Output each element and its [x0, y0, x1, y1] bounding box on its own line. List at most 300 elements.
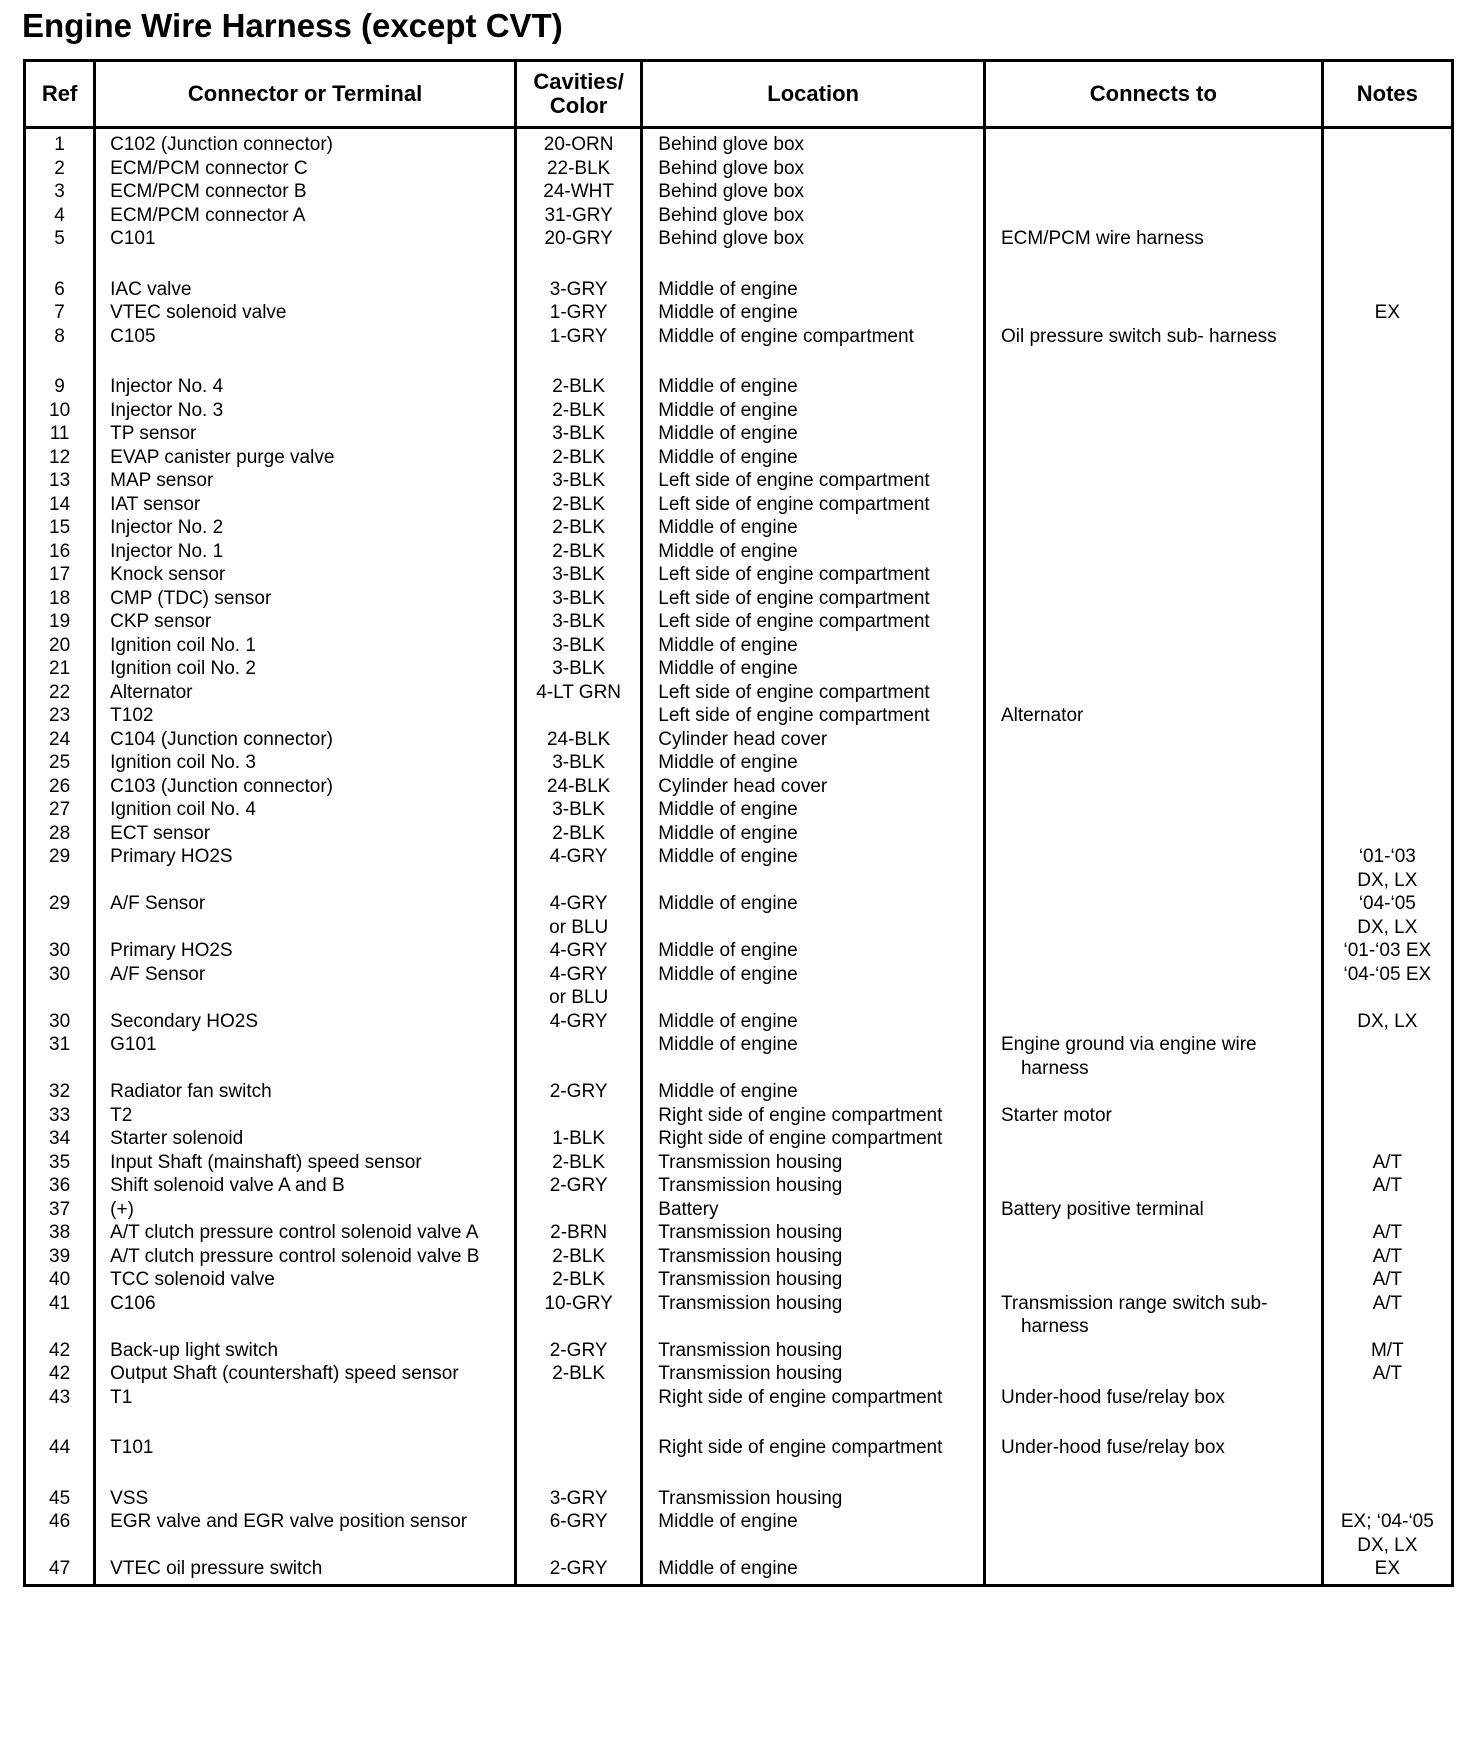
- cavities-cell: [516, 1292, 642, 1339]
- notes-cell: [1322, 1151, 1452, 1175]
- ref-cell: 40: [25, 1268, 95, 1292]
- notes-cell: [1322, 1460, 1452, 1511]
- cavities-line: 24-BLK: [546, 728, 611, 750]
- table-row: [25, 728, 1453, 752]
- location-cell: Middle of engine compartment: [642, 325, 985, 349]
- connects-to-cell: [984, 1409, 1322, 1460]
- notes-cell: [1322, 751, 1452, 775]
- cavities-line: 2-BLK: [552, 493, 606, 515]
- notes-line: A/T: [1372, 1175, 1403, 1196]
- location-cell: Middle of engine: [642, 1033, 985, 1080]
- location-cell: Middle of engine: [642, 1510, 985, 1557]
- cavities-cell: [516, 634, 642, 658]
- connects-to-cell: [984, 348, 1322, 399]
- cavities-cell: [516, 1510, 642, 1557]
- location-cell: Left side of engine compartment: [642, 493, 985, 517]
- table-row: [25, 204, 1453, 228]
- cavities-line: 2-GRY: [549, 1558, 608, 1579]
- cavities-line: 2-BLK: [552, 1245, 606, 1267]
- ref-cell: 45: [25, 1460, 95, 1511]
- table-row: [25, 1198, 1453, 1222]
- cavities-cell: [516, 1033, 642, 1080]
- location-cell: Transmission housing: [642, 1339, 985, 1363]
- connector-cell: Injector No. 2: [95, 516, 516, 540]
- notes-line: ‘04-‘05: [1358, 893, 1416, 914]
- table-row: [25, 1510, 1453, 1557]
- table-row: [25, 540, 1453, 564]
- table-row: [25, 681, 1453, 705]
- ref-cell: 4: [25, 204, 95, 228]
- cavities-cell: [516, 751, 642, 775]
- connector-cell: Input Shaft (mainshaft) speed sensor: [95, 1151, 516, 1175]
- location-cell: Middle of engine: [642, 422, 985, 446]
- cavities-line: 3-BLK: [552, 658, 606, 679]
- table-row: [25, 822, 1453, 846]
- connects-to-cell: [984, 157, 1322, 181]
- cavities-line: 24-BLK: [546, 775, 611, 797]
- ref-cell: 41: [25, 1292, 95, 1339]
- ref-cell: 20: [25, 634, 95, 658]
- connector-cell: C102 (Junction connector): [95, 128, 516, 157]
- connector-cell: Secondary HO2S: [95, 1010, 516, 1034]
- location-cell: Transmission housing: [642, 1362, 985, 1386]
- cavities-line: 3-GRY: [549, 1487, 608, 1509]
- location-cell: Cylinder head cover: [642, 728, 985, 752]
- connects-to-cell: [984, 1339, 1322, 1363]
- table-row: [25, 1268, 1453, 1292]
- table-row: [25, 1127, 1453, 1151]
- connects-to-cell: [984, 845, 1322, 892]
- engine-wire-harness-table: [23, 59, 1454, 1587]
- notes-cell: [1322, 1104, 1452, 1128]
- notes-cell: [1322, 1409, 1452, 1460]
- cavities-line: 2-BLK: [552, 540, 606, 562]
- cavities-cell: [516, 1221, 642, 1245]
- notes-cell: [1322, 516, 1452, 540]
- ref-cell: 35: [25, 1151, 95, 1175]
- notes-cell: [1322, 563, 1452, 587]
- notes-cell: [1322, 446, 1452, 470]
- ref-cell: 15: [25, 516, 95, 540]
- connector-cell: (+): [95, 1198, 516, 1222]
- cavities-cell: [516, 1127, 642, 1151]
- cavities-cell: [516, 493, 642, 517]
- header-connects-to: Connects to: [984, 61, 1322, 128]
- table-row: [25, 399, 1453, 423]
- connects-to-line: Oil pressure switch sub- harness: [1000, 325, 1277, 347]
- connector-cell: Primary HO2S: [95, 939, 516, 963]
- table-row: [25, 348, 1453, 399]
- notes-cell: [1322, 822, 1452, 846]
- location-cell: Middle of engine: [642, 963, 985, 1010]
- location-cell: Middle of engine: [642, 540, 985, 564]
- table-row: [25, 657, 1453, 681]
- connects-to-cell: [984, 325, 1322, 349]
- cavities-line: 2-BLK: [552, 1363, 606, 1384]
- notes-cell: [1322, 469, 1452, 493]
- cavities-cell: [516, 446, 642, 470]
- location-cell: Left side of engine compartment: [642, 704, 985, 728]
- cavities-cell: [516, 963, 642, 1010]
- cavities-line: 2-BLK: [552, 399, 606, 421]
- location-cell: Middle of engine: [642, 939, 985, 963]
- connects-to-cell: [984, 1033, 1322, 1080]
- header-cavities: [516, 61, 642, 128]
- table-row: [25, 1245, 1453, 1269]
- cavities-line: 4-GRY: [549, 1010, 608, 1032]
- connector-cell: Starter solenoid: [95, 1127, 516, 1151]
- connector-cell: CKP sensor: [95, 610, 516, 634]
- cavities-cell: [516, 1268, 642, 1292]
- connector-cell: ECM/PCM connector A: [95, 204, 516, 228]
- cavities-cell: [516, 892, 642, 939]
- cavities-cell: [516, 822, 642, 846]
- notes-line: A/T: [1372, 1363, 1403, 1384]
- table-row: [25, 704, 1453, 728]
- connects-to-line: Under-hood fuse/relay box: [1000, 1386, 1225, 1408]
- cavities-cell: [516, 1245, 642, 1269]
- cavities-cell: [516, 348, 642, 399]
- connects-to-cell: [984, 587, 1322, 611]
- ref-cell: 27: [25, 798, 95, 822]
- cavities-cell: [516, 1104, 642, 1128]
- connector-cell: A/T clutch pressure control solenoid valve A: [95, 1221, 516, 1245]
- notes-line: A/T: [1372, 1151, 1403, 1173]
- connects-to-cell: [984, 1151, 1322, 1175]
- table-row: [25, 587, 1453, 611]
- cavities-line: 2-BLK: [552, 822, 606, 844]
- ref-cell: 8: [25, 325, 95, 349]
- connects-to-cell: [984, 1245, 1322, 1269]
- cavities-line: 4-GRY: [549, 893, 608, 914]
- table-row: [25, 1010, 1453, 1034]
- ref-cell: 16: [25, 540, 95, 564]
- cavities-line: 1-BLK: [552, 1128, 606, 1149]
- connector-cell: C105: [95, 325, 516, 349]
- location-cell: Left side of engine compartment: [642, 469, 985, 493]
- connector-cell: Injector No. 3: [95, 399, 516, 423]
- cavities-line: 2-BRN: [550, 1222, 608, 1243]
- ref-cell: 26: [25, 775, 95, 799]
- connector-cell: T101: [95, 1409, 516, 1460]
- location-cell: Transmission housing: [642, 1174, 985, 1198]
- header-cavities-line1: Cavities/: [533, 69, 624, 94]
- location-cell: Middle of engine: [642, 1557, 985, 1585]
- connects-to-line: harness: [1020, 1057, 1089, 1079]
- header-ref: Ref: [25, 61, 95, 128]
- location-cell: Middle of engine: [642, 798, 985, 822]
- connector-cell: MAP sensor: [95, 469, 516, 493]
- cavities-cell: [516, 1339, 642, 1363]
- notes-cell: [1322, 301, 1452, 325]
- notes-cell: [1322, 1010, 1452, 1034]
- cavities-cell: [516, 180, 642, 204]
- location-cell: Right side of engine compartment: [642, 1386, 985, 1410]
- ref-cell: 44: [25, 1409, 95, 1460]
- connects-to-line: Alternator: [1000, 705, 1084, 726]
- cavities-cell: [516, 563, 642, 587]
- table-row: [25, 963, 1453, 1010]
- connects-to-cell: [984, 227, 1322, 251]
- cavities-cell: [516, 204, 642, 228]
- table-row: [25, 1033, 1453, 1080]
- header-location: Location: [642, 61, 985, 128]
- ref-cell: 21: [25, 657, 95, 681]
- ref-cell: 43: [25, 1386, 95, 1410]
- location-cell: Middle of engine: [642, 1010, 985, 1034]
- ref-cell: 39: [25, 1245, 95, 1269]
- ref-cell: 34: [25, 1127, 95, 1151]
- table-row: [25, 751, 1453, 775]
- ref-cell: 10: [25, 399, 95, 423]
- table-row: [25, 1221, 1453, 1245]
- notes-cell: [1322, 1198, 1452, 1222]
- cavities-cell: [516, 1460, 642, 1511]
- header-notes: Notes: [1322, 61, 1452, 128]
- header-connector: Connector or Terminal: [95, 61, 516, 128]
- table-row: [25, 1104, 1453, 1128]
- cavities-cell: [516, 939, 642, 963]
- notes-cell: [1322, 540, 1452, 564]
- notes-cell: [1322, 1221, 1452, 1245]
- connector-cell: CMP (TDC) sensor: [95, 587, 516, 611]
- connects-to-cell: [984, 128, 1322, 157]
- location-cell: Transmission housing: [642, 1292, 985, 1339]
- cavities-line: 2-GRY: [549, 1081, 608, 1102]
- table-row: [25, 939, 1453, 963]
- cavities-cell: [516, 728, 642, 752]
- notes-line: DX, LX: [1357, 869, 1418, 891]
- table-row: [25, 325, 1453, 349]
- notes-cell: [1322, 180, 1452, 204]
- notes-line: M/T: [1370, 1339, 1404, 1361]
- ref-cell: 37: [25, 1198, 95, 1222]
- ref-cell: 29: [25, 845, 95, 892]
- connects-to-cell: [984, 939, 1322, 963]
- connects-to-cell: [984, 1362, 1322, 1386]
- table-row: [25, 301, 1453, 325]
- table-row: [25, 469, 1453, 493]
- cavities-line: 2-BLK: [552, 517, 606, 538]
- connects-to-line: ECM/PCM wire harness: [1000, 228, 1204, 249]
- cavities-line: 4-LT GRN: [536, 681, 622, 703]
- table-row: [25, 1292, 1453, 1339]
- location-cell: Battery: [642, 1198, 985, 1222]
- connects-to-cell: [984, 892, 1322, 939]
- notes-cell: [1322, 1174, 1452, 1198]
- connects-to-line: Under-hood fuse/relay box: [1000, 1437, 1225, 1458]
- cavities-line: 2-BLK: [552, 1269, 606, 1290]
- ref-cell: 30: [25, 963, 95, 1010]
- notes-cell: [1322, 1033, 1452, 1080]
- table-row: [25, 610, 1453, 634]
- connector-cell: ECM/PCM connector B: [95, 180, 516, 204]
- notes-cell: [1322, 1339, 1452, 1363]
- location-cell: Middle of engine: [642, 892, 985, 939]
- ref-cell: 47: [25, 1557, 95, 1585]
- connector-cell: Radiator fan switch: [95, 1080, 516, 1104]
- table-row: [25, 446, 1453, 470]
- connects-to-cell: [984, 610, 1322, 634]
- ref-cell: 32: [25, 1080, 95, 1104]
- header-cavities-line2: Color: [549, 93, 608, 118]
- cavities-cell: [516, 301, 642, 325]
- connector-cell: Ignition coil No. 2: [95, 657, 516, 681]
- notes-cell: [1322, 1245, 1452, 1269]
- connector-cell: Primary HO2S: [95, 845, 516, 892]
- notes-cell: [1322, 963, 1452, 1010]
- table-row: [25, 493, 1453, 517]
- connector-cell: G101: [95, 1033, 516, 1080]
- cavities-line: 3-BLK: [552, 423, 606, 444]
- cavities-cell: [516, 540, 642, 564]
- notes-cell: [1322, 704, 1452, 728]
- table-row: [25, 180, 1453, 204]
- connector-cell: Knock sensor: [95, 563, 516, 587]
- connects-to-line: Battery positive terminal: [1000, 1198, 1204, 1220]
- notes-cell: [1322, 251, 1452, 302]
- cavities-cell: [516, 1010, 642, 1034]
- ref-cell: 1: [25, 128, 95, 157]
- connector-cell: T102: [95, 704, 516, 728]
- connector-cell: Alternator: [95, 681, 516, 705]
- connects-to-cell: [984, 657, 1322, 681]
- notes-line: EX; ‘04-‘05: [1340, 1511, 1434, 1532]
- ref-cell: 30: [25, 939, 95, 963]
- connector-cell: C103 (Junction connector): [95, 775, 516, 799]
- cavities-cell: [516, 845, 642, 892]
- connects-to-cell: [984, 251, 1322, 302]
- cavities-line: 3-GRY: [549, 278, 608, 300]
- cavities-cell: [516, 251, 642, 302]
- notes-cell: [1322, 1386, 1452, 1410]
- connects-to-cell: [984, 446, 1322, 470]
- notes-cell: [1322, 157, 1452, 181]
- notes-cell: [1322, 939, 1452, 963]
- notes-cell: [1322, 1080, 1452, 1104]
- connector-cell: Injector No. 4: [95, 348, 516, 399]
- notes-cell: [1322, 399, 1452, 423]
- table-row: [25, 1557, 1453, 1585]
- cavities-cell: [516, 516, 642, 540]
- table-row: [25, 1080, 1453, 1104]
- connector-cell: Output Shaft (countershaft) speed sensor: [95, 1362, 516, 1386]
- cavities-line: 2-BLK: [552, 446, 606, 468]
- location-cell: Behind glove box: [642, 180, 985, 204]
- connects-to-cell: [984, 563, 1322, 587]
- connects-to-cell: [984, 469, 1322, 493]
- cavities-line: 6-GRY: [549, 1511, 608, 1532]
- notes-cell: [1322, 422, 1452, 446]
- location-cell: Left side of engine compartment: [642, 563, 985, 587]
- cavities-cell: [516, 325, 642, 349]
- cavities-cell: [516, 399, 642, 423]
- ref-cell: 12: [25, 446, 95, 470]
- connector-cell: VSS: [95, 1460, 516, 1511]
- connects-to-cell: [984, 634, 1322, 658]
- connector-cell: ECT sensor: [95, 822, 516, 846]
- location-cell: Middle of engine: [642, 399, 985, 423]
- notes-cell: [1322, 728, 1452, 752]
- cavities-line: 3-BLK: [552, 752, 606, 773]
- ref-cell: 25: [25, 751, 95, 775]
- connects-to-cell: [984, 798, 1322, 822]
- notes-line: DX, LX: [1357, 1010, 1418, 1032]
- page-title: Engine Wire Harness (except CVT): [22, 7, 563, 44]
- cavities-cell: [516, 681, 642, 705]
- cavities-line: 20-ORN: [543, 134, 614, 155]
- connects-to-cell: [984, 1104, 1322, 1128]
- location-cell: Middle of engine: [642, 1080, 985, 1104]
- location-cell: Middle of engine: [642, 446, 985, 470]
- connects-to-cell: [984, 1292, 1322, 1339]
- notes-cell: [1322, 1268, 1452, 1292]
- connects-to-cell: [984, 516, 1322, 540]
- notes-cell: [1322, 493, 1452, 517]
- connector-cell: A/F Sensor: [95, 892, 516, 939]
- connects-to-cell: [984, 204, 1322, 228]
- connects-to-cell: [984, 1510, 1322, 1557]
- connector-cell: A/T clutch pressure control solenoid valve B: [95, 1245, 516, 1269]
- cavities-cell: [516, 1151, 642, 1175]
- notes-line: DX, LX: [1357, 1534, 1418, 1556]
- cavities-line: 3-BLK: [552, 611, 606, 632]
- connects-to-cell: [984, 1174, 1322, 1198]
- notes-cell: [1322, 128, 1452, 157]
- table-row: [25, 516, 1453, 540]
- location-cell: Behind glove box: [642, 204, 985, 228]
- table-row: [25, 251, 1453, 302]
- connects-to-cell: [984, 301, 1322, 325]
- cavities-line: 20-GRY: [544, 228, 613, 249]
- connector-cell: A/F Sensor: [95, 963, 516, 1010]
- table-row: [25, 1460, 1453, 1511]
- notes-cell: [1322, 227, 1452, 251]
- cavities-cell: [516, 128, 642, 157]
- ref-cell: 19: [25, 610, 95, 634]
- ref-cell: 11: [25, 422, 95, 446]
- connects-to-cell: [984, 704, 1322, 728]
- cavities-cell: [516, 1362, 642, 1386]
- notes-line: A/T: [1372, 1269, 1403, 1290]
- ref-cell: 31: [25, 1033, 95, 1080]
- table-row: [25, 1339, 1453, 1363]
- connects-to-cell: [984, 540, 1322, 564]
- location-cell: Behind glove box: [642, 128, 985, 157]
- location-cell: Middle of engine: [642, 751, 985, 775]
- cavities-cell: [516, 157, 642, 181]
- location-cell: Behind glove box: [642, 227, 985, 251]
- location-cell: Left side of engine compartment: [642, 610, 985, 634]
- cavities-line: 10-GRY: [544, 1292, 613, 1314]
- table-row: [25, 1174, 1453, 1198]
- notes-cell: [1322, 798, 1452, 822]
- connector-cell: C106: [95, 1292, 516, 1339]
- cavities-line: 4-GRY: [549, 846, 608, 867]
- notes-line: ‘01-‘03 EX: [1343, 940, 1432, 961]
- location-cell: Transmission housing: [642, 1245, 985, 1269]
- ref-cell: 23: [25, 704, 95, 728]
- location-cell: Right side of engine compartment: [642, 1127, 985, 1151]
- connects-to-cell: [984, 1127, 1322, 1151]
- notes-cell: [1322, 892, 1452, 939]
- table-row: [25, 845, 1453, 892]
- connector-cell: VTEC oil pressure switch: [95, 1557, 516, 1585]
- location-cell: Middle of engine: [642, 822, 985, 846]
- table-row: [25, 128, 1453, 157]
- cavities-cell: [516, 1386, 642, 1410]
- cavities-line: 3-BLK: [552, 587, 606, 609]
